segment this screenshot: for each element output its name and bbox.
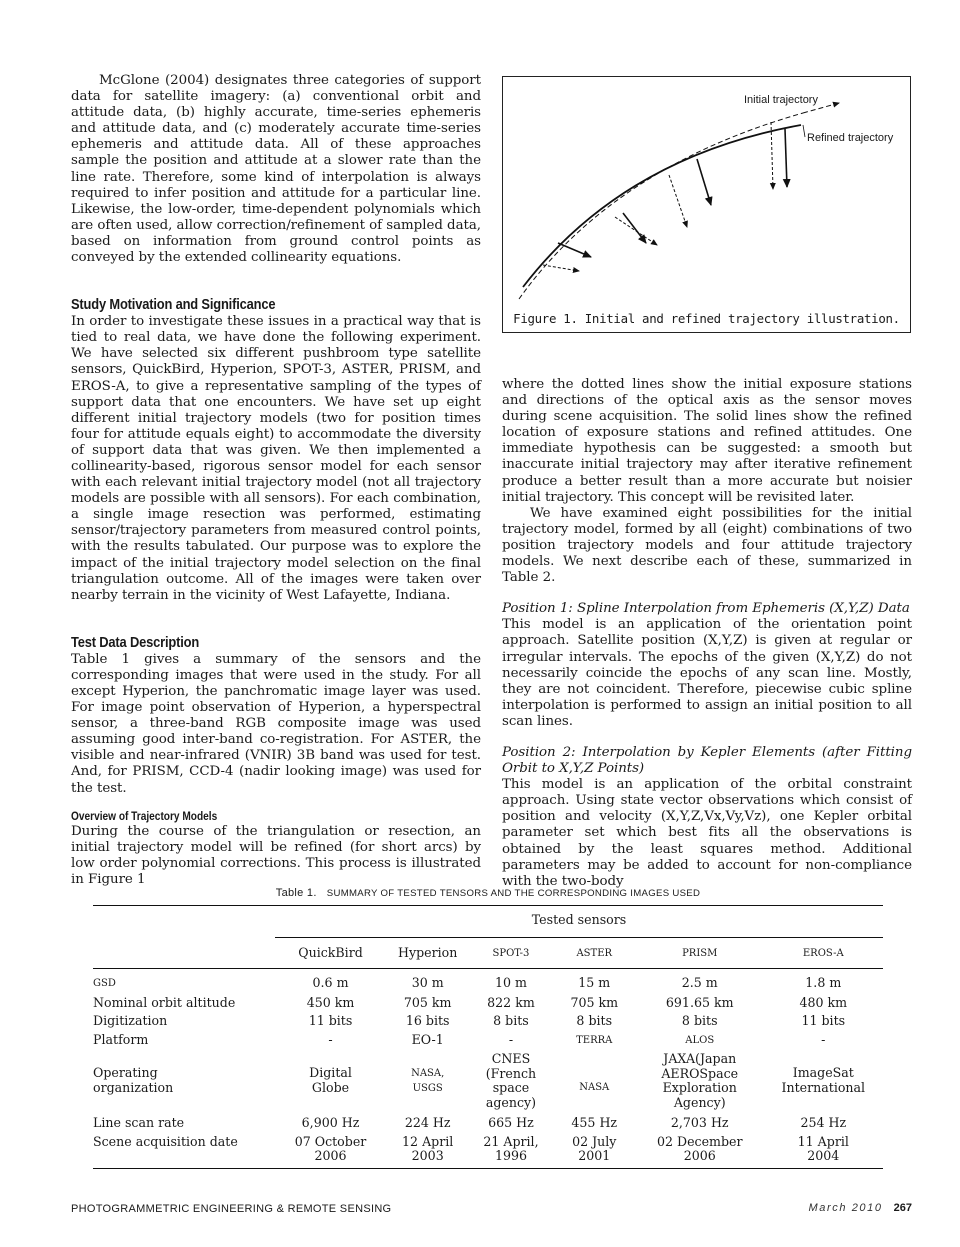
table-cell: 10 m [494, 975, 527, 990]
table-cell: 691.65 km [665, 994, 734, 1010]
page-number: 267 [893, 1202, 912, 1214]
table-cell: - [508, 1031, 514, 1047]
table-cell: 21 April, 1996 [483, 1133, 539, 1163]
footer-month: March 2010 [808, 1202, 883, 1214]
test-data-paragraph: Table 1 gives a summary of the sensors and the corresponding images that were used in the study. For all except Hyperion, the panchromatic image layer was used. For image point observation of Hyperion, a hyperspectral sensor, a three-band RGB composite image was used assuming good inter-band co-registration. For ASTER, the visible and near-infrared (VNIR) 3B band was used for test. And, for PRISM, CCD-4 (nadir looking image) was used for the test. [71, 651, 481, 796]
row-label: Platform [93, 1031, 149, 1047]
table-row [93, 969, 883, 992]
table-cell: 07 October 2006 [294, 1133, 367, 1163]
table-cell: 11 April 2004 [797, 1133, 849, 1163]
section-heading-test-data: Test Data Description [71, 633, 200, 651]
intro-paragraph: McGlone (2004) designates three categories of support data for satellite imagery: (a) conventional orbit and attitude data, (b) highly accurate, time-series ephemeris and attitude data, and (c) moderately accurate time-series ephemeris and attitude data. All of these approaches sample the position and attitude at a slower rate than the line rate. Therefore, some kind of interpolation is always required to infer position and attitude for a particular line. Likewise, the low-order, time-dependent polynomials which are often used, allow correction/refinement of sampled data, based on information from ground control points as conveyed by the extended collinearity equations. [71, 73, 481, 266]
table-cell: 11 bits [801, 1013, 846, 1028]
table-cell: ImageSat International [781, 1065, 866, 1095]
refined-axis-arrow [785, 129, 787, 187]
table-caption-title: SUMMARY OF TESTED TENSORS AND THE CORRESPONDING IMAGES USED [326, 888, 701, 899]
table-cell: NASA [579, 1082, 610, 1093]
motivation-paragraph: In order to investigate these issues in a practical way that is tied to real data, we have done the following experiment. We have selected six different pushbroom type satellite sensors, QuickBird, Hyperion, SPOT-3, ASTER, PRISM, and EROS-A, to give a representative sampling of the types of support data that one encounters. We have set up eight different initial trajectory models (two for position times four for attitude equals eight) to accommodate the diversity of support data that was given. We then implemented a collinearity-based, rigorous sensor model for each sensor with each relevant initial trajectory model (not all trajectory models are possible with all sensors). For each combination, a single image resection was performed, estimating sensor/trajectory parameters from measured control points, with the results tabulated. Our purpose was to explore the impact of the initial trajectory model selection on the final triangulation outcome. All of the images were taken over nearby terrain in the vicinity of West Lafayette, Indiana. [71, 314, 481, 603]
table-cell: 6,900 Hz [301, 1115, 360, 1130]
table-cell: 11 bits [308, 1013, 353, 1028]
initial-axis-arrow [669, 175, 687, 227]
header-cell: EROS-A [764, 937, 883, 969]
footer-journal-name: PHOTOGRAMMETRIC ENGINEERING & REMOTE SENSING [71, 1203, 392, 1215]
header-cell: ASTER [553, 937, 636, 969]
table-cell: - [821, 1031, 826, 1047]
table-caption [93, 887, 883, 899]
table-cell: 16 bits [405, 1013, 450, 1028]
position-2-title: Position 2: Interpolation by Kepler Elements (after Fitting Orbit to X,Y,Z Points) [502, 744, 912, 777]
initial-trajectory-curve [519, 113, 803, 299]
table-cell: 455 Hz [571, 1115, 618, 1130]
table-cell: 705 km [570, 994, 619, 1010]
table-cell: 480 km [799, 994, 848, 1010]
right-para-1: where the dotted lines show the initial exposure stations and directions of the optical axis as the sensor moves during scene acquisition. The solid lines show the refined location of exposure stations and refined attitudes. One immediate hypothesis can be suggested: a smooth but inaccurate initial trajectory may after iterative refinement produce a better result than a more accurate but noisier initial trajectory. This concept will be revisited later. [502, 377, 912, 505]
table-row [93, 992, 883, 1011]
table-cell: 2,703 Hz [670, 1115, 729, 1130]
table-cell: 8 bits [576, 1013, 613, 1028]
initial-axis-arrow [543, 265, 579, 271]
row-label: Scene acquisition date [93, 1133, 238, 1149]
initial-axis-arrow [615, 217, 657, 245]
header-cell: SPOT-3 [469, 937, 552, 969]
table-1 [93, 887, 883, 1169]
table-cell: 254 Hz [800, 1115, 847, 1130]
row-label: Line scan rate [93, 1115, 185, 1130]
table-cell: 8 bits [493, 1013, 529, 1028]
table-cell: JAXA(Japan AEROSpace Exploration Agency) [661, 1051, 739, 1110]
table-cell: 8 bits [681, 1013, 718, 1028]
row-label: Operating organization [93, 1065, 174, 1095]
table-cell: 02 July 2001 [572, 1133, 617, 1163]
left-column [71, 73, 481, 888]
table-row [93, 1110, 883, 1131]
table-cell: TERRA [576, 1034, 613, 1046]
table-cell: Digital Globe [309, 1065, 352, 1095]
label-refined-trajectory: Refined trajectory [807, 132, 894, 144]
table-row [93, 1029, 883, 1049]
table-cell: 1.8 m [805, 975, 842, 990]
table-cell: 665 Hz [488, 1115, 534, 1130]
position-1-text: This model is an application of the orientation point approach. Satellite position (X,Y,Z) is given at regular or irregular intervals. The epochs of the given (X,Y,Z) do not necessarily coincide the epochs of any scan line. Mostly, they are not coincident. Therefore, piecewise cubic spline interpolation is performed to assign an initial position to all scan lines. [502, 617, 912, 729]
table-cell: 2.5 m [681, 975, 718, 990]
trajectory-diagram [503, 77, 912, 334]
initial-axis-arrow [771, 122, 773, 189]
table-cell: 12 April 2003 [402, 1133, 454, 1163]
refined-axis-arrow [697, 159, 711, 205]
position-2-text: This model is an application of the orbital constraint approach. Using state vector observations which consist of position and velocity (X,Y,Z,Vx,Vy,Vz), one Kepler orbital parameter set which best fits all the observations is obtained by the least squares method. Additional parameters may be added to account for non-compliance with the two-body [502, 777, 912, 889]
row-label: Digitization [93, 1013, 168, 1028]
figure-caption: Figure 1. Initial and refined trajectory illustration. [513, 311, 900, 326]
section-heading-motivation: Study Motivation and Significance [71, 296, 276, 314]
table-cell: CNES (French space agency) [485, 1051, 537, 1110]
subsection-heading-overview: Overview of Trajectory Models [71, 810, 218, 823]
table-row [93, 1131, 883, 1169]
table-header-row [93, 937, 883, 969]
footer-issue [808, 1202, 912, 1214]
position-1-title: Position 1: Spline Interpolation from Ephemeris (X,Y,Z) Data [502, 601, 910, 617]
refined-axis-arrow [623, 213, 646, 243]
table-cell: EO-1 [411, 1031, 444, 1047]
figure-1 [502, 76, 911, 333]
group-header: Tested sensors [531, 912, 627, 927]
row-label: Nominal orbit altitude [93, 994, 236, 1010]
table-row [93, 1048, 883, 1110]
table-cell: - [328, 1031, 333, 1047]
sensor-table [93, 905, 883, 1169]
refined-trajectory-curve [523, 125, 801, 287]
refined-axis-arrow [558, 243, 591, 257]
label-initial-trajectory: Initial trajectory [744, 94, 818, 106]
table-cell: 822 km [487, 994, 535, 1010]
table-header-group-row [93, 906, 883, 938]
right-para-2: We have examined eight possibilities for the initial trajectory model, formed by all (eight) combinations of two position trajectory models and four attitude trajectory models. We next describe each of these, summarized in Table 2. [502, 505, 912, 586]
table-cell: 30 m [411, 975, 444, 990]
header-cell: QuickBird [275, 937, 386, 969]
table-cell: 450 km [306, 994, 355, 1010]
table-cell: 224 Hz [404, 1115, 451, 1130]
table-cell: NASA, USGS [411, 1068, 445, 1094]
table-cell: ALOS [685, 1034, 715, 1046]
table-row [93, 1010, 883, 1029]
table-cell: 02 December 2006 [656, 1133, 743, 1163]
right-column [502, 377, 912, 890]
table-caption-number: Table 1. [275, 887, 317, 899]
row-label: GSD [93, 978, 116, 989]
table-cell: 705 km [403, 994, 452, 1010]
table-cell: 15 m [578, 975, 611, 990]
header-cell: PRISM [636, 937, 764, 969]
header-cell: Hyperion [386, 937, 469, 969]
table-cell: 0.6 m [312, 975, 349, 990]
overview-paragraph: During the course of the triangulation or resection, an initial trajectory model will be refined (for short arcs) by low order polynomial corrections. This process is illustrated in Figure 1 [71, 823, 481, 887]
